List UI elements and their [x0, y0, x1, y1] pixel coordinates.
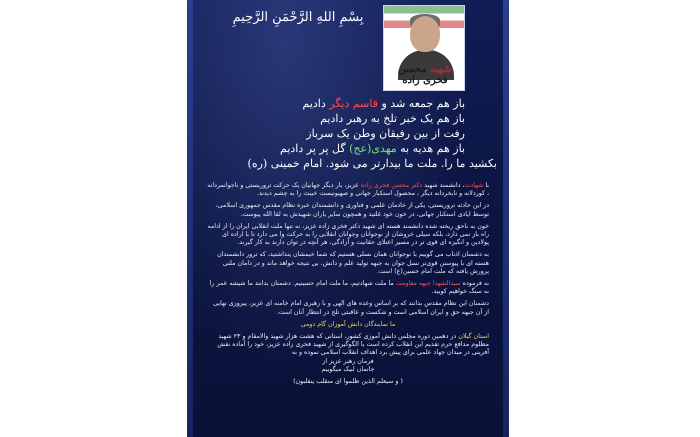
- poem-line-4-highlight: مهدی(عج): [349, 142, 397, 155]
- martyr-portrait: [383, 5, 465, 91]
- caption-name: محسن فخری زاده: [398, 64, 448, 86]
- poem: [199, 96, 497, 171]
- statement-text: [207, 182, 489, 390]
- p1-name: دکتر محسن فخری زاده: [360, 182, 423, 189]
- portrait-face: [410, 16, 440, 52]
- statement-closing-verse: ( و سیعلم الذین ظلموا ای منقلب ینقلبون): [293, 378, 403, 386]
- poem-line-1-highlight: قاسم دیگر: [329, 97, 378, 110]
- poem-quote-line: بکشید ما را. ملت ما بیدارتر می شود. امام خمینی (ره): [247, 157, 497, 170]
- p5-highlight: سیدالشهدا جبهه مقاومت: [395, 280, 461, 288]
- p1-mid: ، دانشمند شهید: [424, 182, 465, 189]
- p5-start: به فرموده: [462, 280, 489, 288]
- caption-martyr-label: شهید: [430, 64, 452, 75]
- p8-province: استان گیلان: [458, 333, 489, 341]
- poem-line-1-end: دادیم: [302, 97, 326, 110]
- statement-paragraph-5: [207, 280, 489, 296]
- poem-line-4: [199, 141, 497, 156]
- statement-signature-heading: ما نمایندگان دانش آموزان گام دومی: [300, 320, 396, 328]
- poem-line-3: رفت از بین رفیقان وطن یک سرباز: [306, 127, 465, 140]
- poem-line-4-start: باز هم هدیه به: [400, 142, 465, 155]
- statement-paragraph-2: در این حادثه تروریستی، یکی از خادمان علمی و فناوری و دانشمندان خبره نظام مقدس جمهوری اسلامی، توسط ایادی استکبار جهانی، در خون خود غلتید و همچون سایر یاران شهیدش به لقا الله پیوست.: [215, 202, 489, 218]
- p1-start: با: [485, 182, 489, 189]
- memorial-poster: [193, 0, 503, 437]
- poster-right-edge: [503, 0, 509, 437]
- p8-body: در دهمین دوره مجلس دانش آموزی کشور، استانی که هشت هزار شهید والامقام و ۲۳ شهید مظلوم مدافع حرم تقدیم این انقلاب کرده است با الگوگیری از شهید فخری زاده عزیز، خود را آماده نقش آفرینی در میدان جهاد علمی برای پیش برد اهداف انقلاب اسلامی نموده و به: [217, 333, 489, 357]
- bismillah-heading: بِسْمِ اللهِ الرَّحْمَنِ الرَّحِیمِ: [232, 10, 364, 25]
- poem-line-1-start: باز هم جمعه شد و: [381, 97, 465, 110]
- p8-line-3: جانمان لبیک میگوییم: [321, 365, 375, 373]
- p8-line-2: فرمان رهبر عزیز از: [322, 357, 374, 365]
- p5-end: ما ملت شهادتیم، ما ملت امام حسینیم. دشمنان بدانند ما شیشه عمر را به سنگ خواهیم کوبید.: [209, 280, 489, 296]
- p1-end: عزیز، بار دیگر جهانیان یک حرکت تروریستی و ناجوانمردانه ، کوردلانه و نابخردانه دیگر ، محصول استکبار جهانی و صهیونیست خبیث را به چشم دیدند.: [207, 182, 489, 198]
- statement-paragraph-4: به دشمنان اذناب می گوییم با نوجوانان همان نسلی هستیم که شما خیمشان پنداشتید، که ترور دانشمندان هسته ای با پیوستن قوی‌تر نسل جوان به جبهه تولید علم و دانش، بی نتیجه خواهد ماند و در دامان ملتی پرورش یافته که ملت امام حسین(ع) است.: [217, 251, 489, 275]
- poem-line-2: باز هم یک خبر تلخ به رهبر دادیم: [320, 112, 465, 125]
- statement-paragraph-1: [207, 182, 489, 198]
- statement-paragraph-3: خون به ناحق ریخته شده دانشمند هسته ای شهید دکتر فخری زاده عزیز، نه تنها ملت انقلابی ایران را از ادامه راه باز نمی دارد، بلکه سیلی خروشان از نوجوانان وجوانان انقلابی را به حرکت وا می دارد تا با اراده ای پولادین و انگیزه ای قوی تر در مسیر اعتلای حقانیت و آزادگی، هر آنچه در توان دارند به کار گیرند.: [207, 222, 489, 247]
- statement-paragraph-8: [207, 333, 489, 374]
- statement-paragraph-6: دشمنان این نظام مقدس بدانند که بر اساس وعده های الهی و با رهبری امام خامنه ای عزیز، پیروزی نهایی از آن جبهه حق و ایران اسلامی است و شکست و عاقبتی تلخ در انتظار آنان است.: [213, 300, 489, 316]
- poem-line-1: [199, 96, 497, 111]
- p1-martyrdom: شهادت: [464, 182, 484, 189]
- portrait-caption: [388, 64, 462, 86]
- poem-line-4-end: گل پر پر دادیم: [280, 142, 346, 155]
